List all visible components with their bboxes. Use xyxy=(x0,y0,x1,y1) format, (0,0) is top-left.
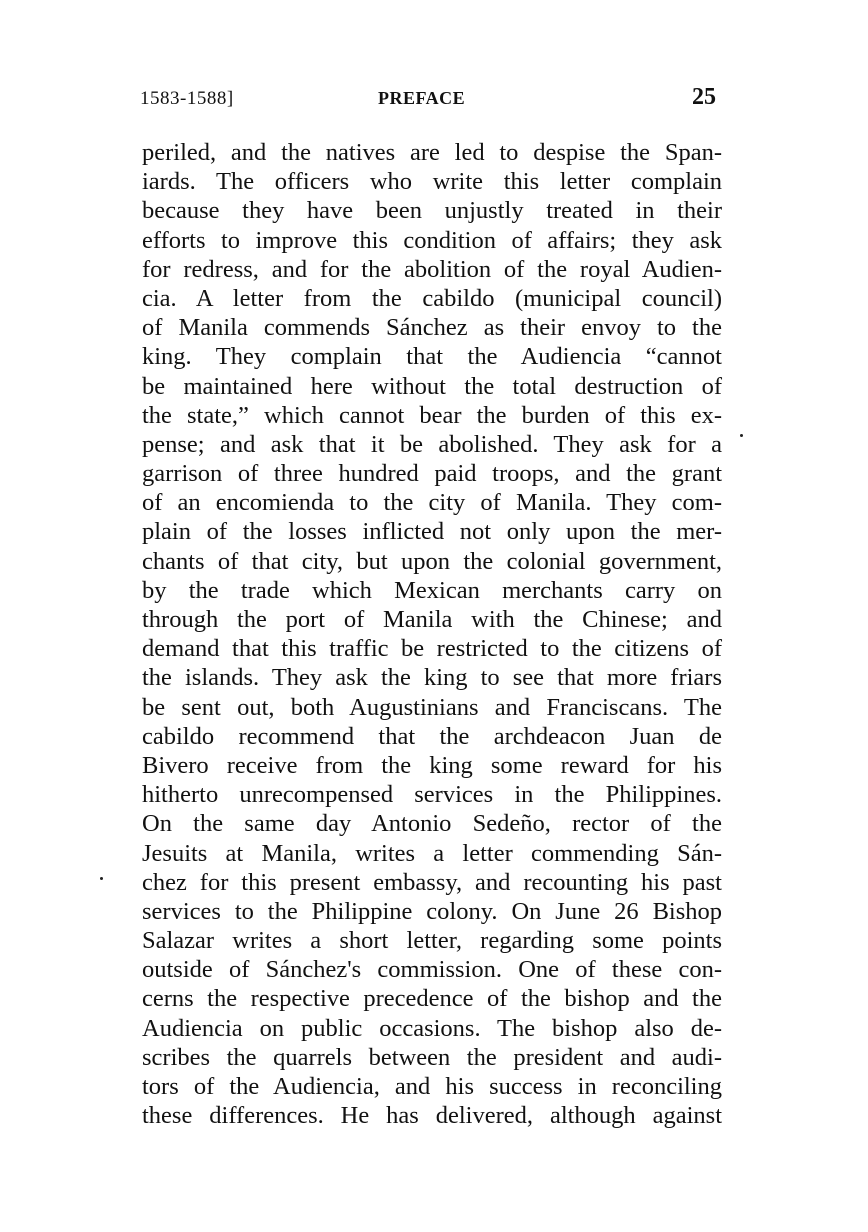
text-line: garrison of three hundred paid troops, and the grant xyxy=(142,460,722,488)
text-line: demand that this traffic be restricted to the citizens of xyxy=(142,635,722,663)
text-line: services to the Philippine colony. On June 26 Bishop xyxy=(142,897,722,925)
margin-speck xyxy=(740,434,743,437)
text-line: efforts to improve this condition of affairs; they ask xyxy=(142,226,722,254)
text-line: tors of the Audiencia, and his success in reconciling xyxy=(142,1073,722,1100)
text-line: Salazar writes a short letter, regarding some points xyxy=(142,927,722,955)
text-line: for redress, and for the abolition of the royal Audien- xyxy=(142,255,722,283)
text-line: cia. A letter from the cabildo (municipal council) xyxy=(142,284,722,312)
text-line: chants of that city, but upon the colonial government, xyxy=(142,547,722,575)
text-line: by the trade which Mexican merchants carry on xyxy=(142,576,722,604)
text-line: plain of the losses inflicted not only upon the mer- xyxy=(142,518,722,546)
text-line: cerns the respective precedence of the bishop and the xyxy=(142,985,722,1013)
text-line: outside of Sánchez's commission. One of these con- xyxy=(142,956,722,984)
text-line: scribes the quarrels between the president and audi- xyxy=(142,1043,722,1071)
text-line: of Manila commends Sánchez as their envoy to the xyxy=(142,314,722,342)
text-line: because they have been unjustly treated in their xyxy=(142,197,722,225)
text-line: hitherto unrecompensed services in the Philippines. xyxy=(142,781,722,809)
text-line: of an encomienda to the city of Manila. They com- xyxy=(142,489,722,517)
running-header xyxy=(140,84,716,112)
text-line: the islands. They ask the king to see that more friars xyxy=(142,664,722,692)
page-number: 25 xyxy=(692,84,716,110)
text-line: periled, and the natives are led to despise the Span- xyxy=(142,139,722,166)
text-line: Jesuits at Manila, writes a letter commending Sán- xyxy=(142,839,722,867)
header-title: PREFACE xyxy=(378,88,466,108)
text-line: chez for this present embassy, and recounting his past xyxy=(142,868,722,896)
body-text xyxy=(142,138,722,1130)
header-date-range: 1583-1588] xyxy=(140,88,234,109)
text-line: through the port of Manila with the Chinese; and xyxy=(142,606,722,633)
text-line: be sent out, both Augustinians and Franciscans. The xyxy=(142,693,722,721)
text-line: Bivero receive from the king some reward for his xyxy=(142,751,722,779)
text-line: On the same day Antonio Sedeño, rector of the xyxy=(142,810,722,838)
text-line: the state,” which cannot bear the burden of this ex- xyxy=(142,401,722,429)
margin-speck xyxy=(100,877,103,880)
text-line: king. They complain that the Audiencia “cannot xyxy=(142,343,722,371)
text-line: Audiencia on public occasions. The bishop also de- xyxy=(142,1014,722,1042)
text-line: these differences. He has delivered, although against xyxy=(142,1102,722,1130)
text-line: iards. The officers who write this letter complain xyxy=(142,168,722,196)
text-line: be maintained here without the total destruction of xyxy=(142,372,722,400)
text-line: pense; and ask that it be abolished. They ask for a xyxy=(142,430,722,458)
text-line: cabildo recommend that the archdeacon Juan de xyxy=(142,722,722,750)
